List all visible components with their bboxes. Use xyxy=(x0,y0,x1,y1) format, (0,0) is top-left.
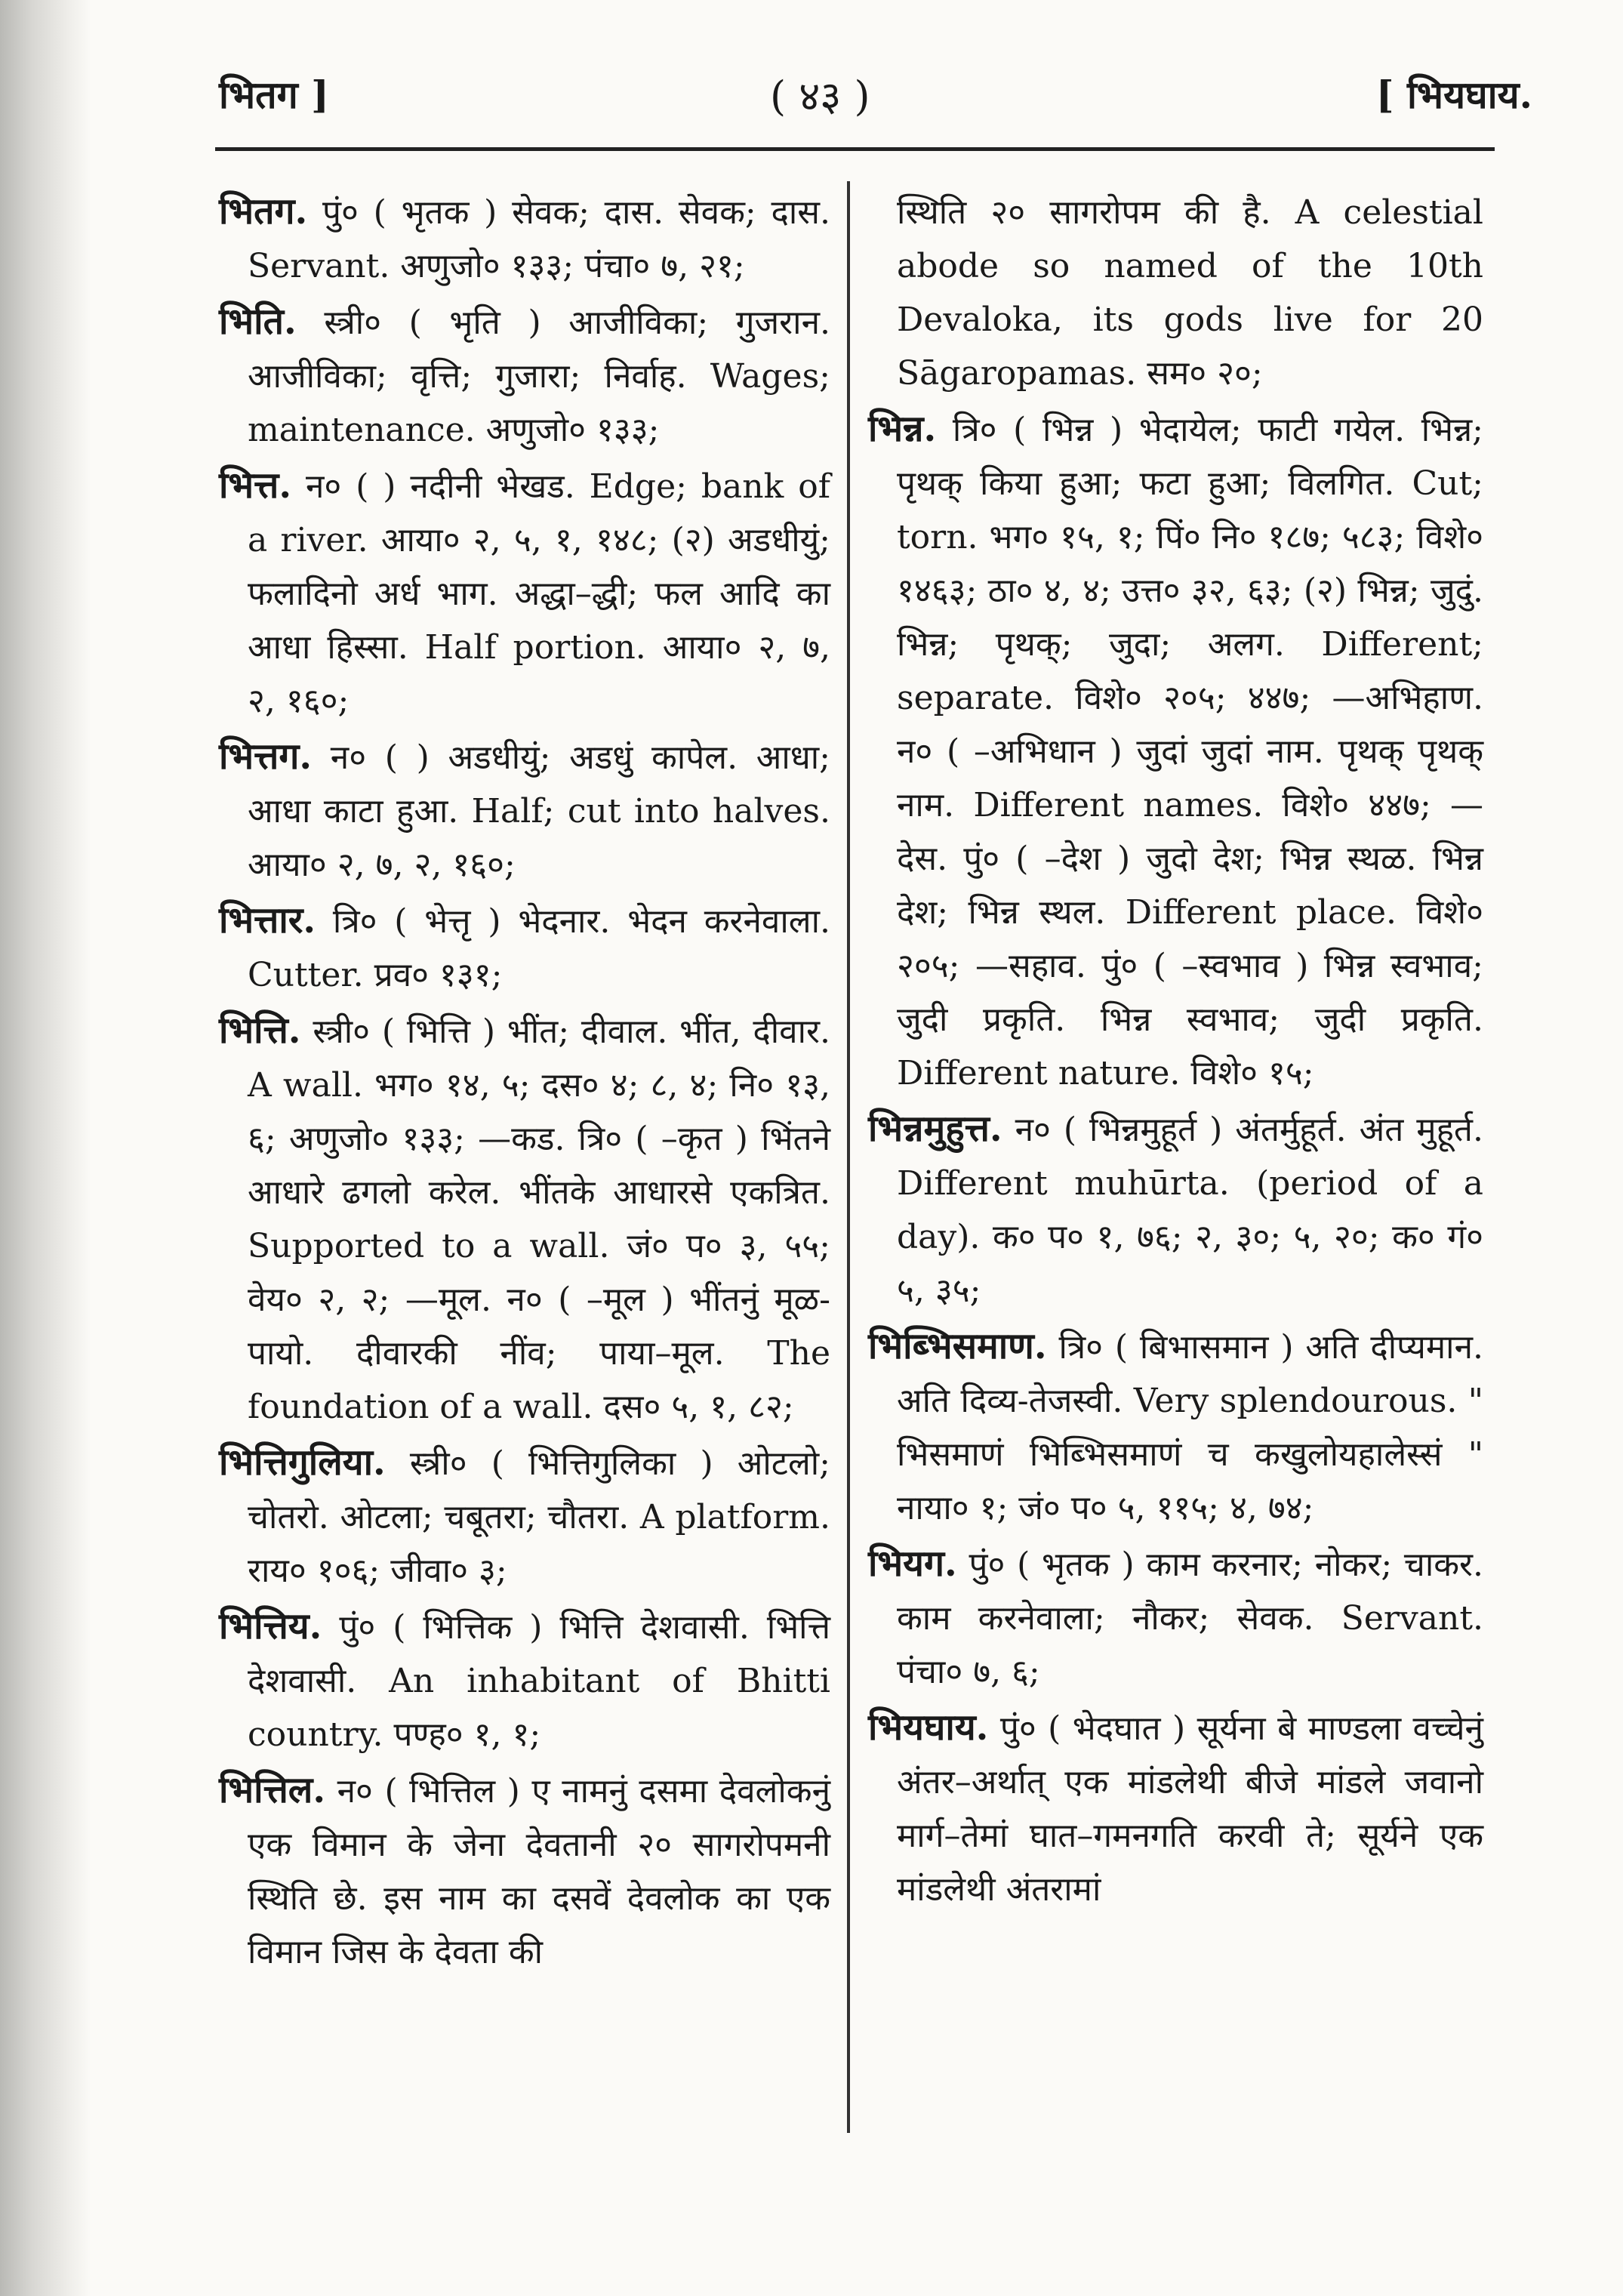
entry-headword: भिन्न. xyxy=(868,408,937,450)
header-rule xyxy=(215,147,1495,151)
entry-headword: भित्ति. xyxy=(219,1009,301,1052)
entry-body: त्रि० ( भिन्न ) भेदायेल; फाटी गयेल. भिन्न; पृथक् किया हुआ; फटा हुआ; विलगित. Cut; torn. भग० १५, १; पिं० नि० १८७; ५८३; विशे० १४६३; ठा० ४, ४; उत्त० ३२, ६३; (२) भिन्न; जुदुं. भिन्न; पृथक्; जुदा; अलग. Different; separate. विशे० २०५; ४४७; —अभिहाण. न० ( –अभिधान ) जुदां जुदां नाम. पृथक् पृथक् नाम. Different names. विशे० ४४७; —देस. पुं० ( –देश ) जुदो देश; भिन्न स्थळ. भिन्न देश; भिन्न स्थल. Different place. विशे० २०५; —सहाव. पुं० ( –स्वभाव ) भिन्न स्वभाव; जुदी प्रकृति. भिन्न स्वभाव; जुदी प्रकृति. Different nature. विशे० १५; xyxy=(897,411,1483,1093)
entry-headword: भित्तार. xyxy=(219,899,316,942)
entry-body: पुं० ( भृतक ) सेवक; दास. सेवक; दास. Servant. अणुजो० १३३; पंचा० ७, २१; xyxy=(248,193,830,285)
dictionary-entry xyxy=(868,1537,1483,1699)
entry-headword: भित्तिल. xyxy=(219,1769,326,1811)
entry-body: स्थिति २० सागरोपम की है. A celestial abode so named of the 10th Devaloka, its gods live for 20 Sāgaropamas. सम० २०; xyxy=(897,193,1483,393)
entry-headword: भित्तग. xyxy=(219,735,313,778)
entry-headword: भितग. xyxy=(219,190,308,233)
dictionary-entry xyxy=(219,1436,830,1598)
scanned-page-spine-shadow xyxy=(0,0,91,2296)
entry-headword: भियग. xyxy=(868,1542,957,1585)
entry-headword: भित्तिय. xyxy=(219,1605,322,1647)
dictionary-entry xyxy=(868,402,1483,1100)
page-number: ( ४३ ) xyxy=(770,72,870,120)
dictionary-entry xyxy=(219,1600,830,1761)
column-divider xyxy=(847,181,850,2133)
dictionary-entry xyxy=(868,1320,1483,1535)
entry-body: पुं० ( भित्तिक ) भित्ति देशवासी. भित्ति देशवासी. An inhabitant of Bhitti country. पण्ह० १, १; xyxy=(248,1608,830,1754)
dictionary-entry xyxy=(219,1764,830,1979)
entry-body: स्त्री० ( भित्तिगुलिका ) ओटलो; चोतरो. ओटला; चबूतरा; चौतरा. A platform. राय० १०६; जीवा० ३; xyxy=(248,1444,830,1590)
entry-headword: भित्तिगुलिया. xyxy=(219,1441,386,1484)
header-left-guideword: भितग ] xyxy=(219,72,329,117)
entry-body: त्रि० ( बिभासमान ) अति दीप्यमान. अति दिव्य-तेजस्वी. Very splendourous. " भिसमाणं भिब्भिसमाणं च कखुलोयहालेस्सं " नाया० १; जं० प० ५, ११५; ४, ७४; xyxy=(897,1328,1483,1527)
left-column xyxy=(219,185,830,1981)
dictionary-entry xyxy=(219,1004,830,1434)
entry-headword: भिब्भिसमाण. xyxy=(868,1325,1047,1367)
entry-headword: भिन्नमुहुत्त. xyxy=(868,1108,1002,1150)
entry-body: न० ( ) नदीनी भेखड. Edge; bank of a river. आया० २, ५, १, १४८; (२) अडधीयुं; फलादिनो अर्ध भाग. अद्धा–द्धी; फल आदि का आधा हिस्सा. Half portion. आया० २, ७, २, १६०; xyxy=(248,467,830,720)
entry-body: न० ( भित्तिल ) ए नामनुं दसमा देवलोकनुं एक विमान के जेना देवतानी २० सागरोपमनी स्थिति छे. इस नाम का दसवें देवलोक का एक विमान जिस के देवता की xyxy=(248,1772,830,1971)
entry-body: स्त्री० ( भित्ति ) भींत; दीवाल. भींत, दीवार. A wall. भग० १४, ५; दस० ४; ८, ४; नि० १३, ६; अणुजो० १३३; —कड. त्रि० ( –कृत ) भिंतने आधारे ढगलो करेल. भींतके आधारसे एकत्रित. Supported to a wall. जं० प० ३, ५५; वेय० २, २; —मूल. न० ( –मूल ) भींतनुं मूळ-पायो. दीवारकी नींव; पाया–मूल. The foundation of a wall. दस० ५, १, ८२; xyxy=(248,1012,830,1426)
right-column xyxy=(868,185,1483,1918)
entry-headword: भित्त. xyxy=(219,464,292,507)
entry-headword: भियघाय. xyxy=(868,1706,989,1749)
entry-body: त्रि० ( भेत्तृ ) भेदनार. भेदन करनेवाला. Cutter. प्रव० १३१; xyxy=(248,902,830,994)
dictionary-entry xyxy=(868,1701,1483,1916)
dictionary-entry xyxy=(219,185,830,293)
entry-body: न० ( ) अडधीयुं; अडधुं कापेल. आधा; आधा काटा हुआ. Half; cut into halves. आया० २, ७, २, १६०; xyxy=(248,738,830,884)
entry-body: स्त्री० ( भृति ) आजीविका; गुजरान. आजीविका; वृत्ति; गुजारा; निर्वाह. Wages; maintenance. अणुजो० १३३; xyxy=(248,304,830,449)
dictionary-entry-continuation xyxy=(868,185,1483,400)
entry-headword: भिति. xyxy=(219,300,297,343)
header-right-guideword: [ भियघाय. xyxy=(1375,72,1532,117)
dictionary-entry xyxy=(219,295,830,457)
page-header xyxy=(219,53,1532,128)
dictionary-entry xyxy=(219,459,830,728)
dictionary-entry xyxy=(219,730,830,892)
entry-body: पुं० ( भेदघात ) सूर्यना बे माण्डला वच्चेनुं अंतर–अर्थात् एक मांडलेथी बीजे मांडले जवानो मार्ग–तेमां घात–गमनगति करवी ते; सूर्यने एक मांडलेथी अंतरामां xyxy=(897,1709,1483,1909)
dictionary-entry xyxy=(219,894,830,1002)
dictionary-entry xyxy=(868,1102,1483,1318)
entry-body: न० ( भिन्नमुहूर्त ) अंतर्मुहूर्त. अंत मुहूर्त. Different muhūrta. (period of a day). क० प० १, ७६; २, ३०; ५, २०; क० गं० ५, ३५; xyxy=(897,1111,1483,1310)
entry-body: पुं० ( भृतक ) काम करनार; नोकर; चाकर. काम करनेवाला; नौकर; सेवक. Servant. पंचा० ७, ६; xyxy=(897,1546,1483,1691)
